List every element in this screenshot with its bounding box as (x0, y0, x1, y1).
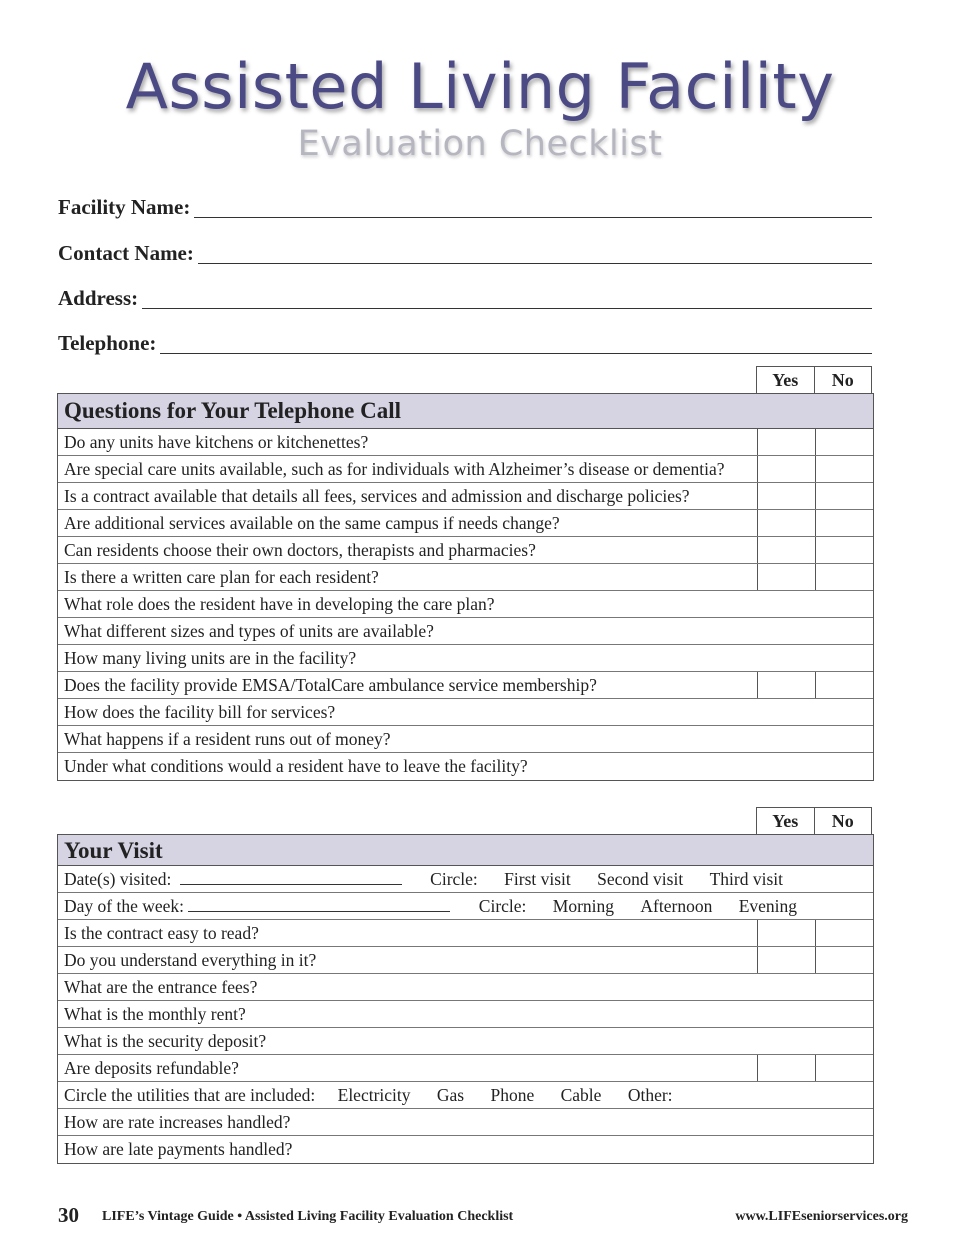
yes-checkbox[interactable] (757, 947, 815, 973)
afternoon-option[interactable]: Afternoon (640, 896, 713, 916)
telephone-blank[interactable] (160, 331, 872, 354)
day-of-week-row (58, 893, 873, 920)
no-checkbox[interactable] (815, 920, 873, 946)
dates-visited-row (58, 866, 873, 893)
page-title: Assisted Living Facility (125, 50, 835, 123)
question-row[interactable] (58, 618, 873, 645)
question-row (58, 483, 873, 510)
question-text: What role does the resident have in developing the care plan? (64, 594, 495, 614)
no-checkbox[interactable] (815, 429, 873, 455)
telephone-questions-section (57, 393, 874, 781)
yes-checkbox[interactable] (757, 429, 815, 455)
no-checkbox[interactable] (815, 564, 873, 590)
question-row[interactable] (58, 699, 873, 726)
question-text: Is a contract available that details all fees, services and admission and discharge policies? (64, 486, 690, 506)
yes-checkbox[interactable] (757, 537, 815, 563)
no-checkbox[interactable] (815, 483, 873, 509)
question-text: Is the contract easy to read? (64, 923, 259, 943)
question-row (58, 429, 873, 456)
question-text: How does the facility bill for services? (64, 702, 336, 722)
no-column-header: No (815, 366, 873, 394)
contact-name-label: Contact Name: (58, 241, 194, 265)
question-row (58, 564, 873, 591)
question-text: What different sizes and types of units are available? (64, 621, 434, 641)
no-checkbox[interactable] (815, 456, 873, 482)
footer-guide-title: LIFE’s Vintage Guide • Assisted Living Facility Evaluation Checklist (102, 1209, 514, 1224)
phone-option[interactable]: Phone (490, 1085, 535, 1105)
utilities-row (58, 1082, 873, 1109)
facility-name-field[interactable] (58, 192, 872, 220)
question-row (58, 537, 873, 564)
question-row[interactable] (58, 1109, 873, 1136)
question-row (58, 456, 873, 483)
question-text: What is the security deposit? (64, 1031, 267, 1051)
yes-checkbox[interactable] (757, 920, 815, 946)
page-subtitle: Evaluation Checklist (297, 124, 663, 164)
no-checkbox[interactable] (815, 1055, 873, 1081)
yes-checkbox[interactable] (757, 456, 815, 482)
telephone-field[interactable] (58, 328, 872, 356)
question-text: Does the facility provide EMSA/TotalCare ambulance service membership? (64, 675, 597, 695)
question-text: How many living units are in the facility? (64, 648, 357, 668)
question-row (58, 1055, 873, 1082)
question-text: Are special care units available, such as for individuals with Alzheimer’s disease or dementia? (64, 459, 725, 479)
question-text: How are late payments handled? (64, 1139, 293, 1159)
question-row[interactable] (58, 974, 873, 1001)
yes-checkbox[interactable] (757, 672, 815, 698)
contact-name-field[interactable] (58, 238, 872, 266)
section-heading: Your Visit (58, 834, 873, 866)
telephone-yes-no-header (756, 366, 872, 394)
question-row[interactable] (58, 1136, 873, 1163)
question-text: Can residents choose their own doctors, therapists and pharmacies? (64, 540, 536, 560)
visit-yes-no-header (756, 807, 872, 835)
question-row[interactable] (58, 1028, 873, 1055)
question-row[interactable] (58, 645, 873, 672)
facility-name-label: Facility Name: (58, 195, 191, 219)
section-heading: Questions for Your Telephone Call (58, 393, 873, 429)
time-circle-label: Circle: (478, 896, 527, 916)
question-text: Under what conditions would a resident have to leave the facility? (64, 756, 528, 776)
question-text: How are rate increases handled? (64, 1112, 291, 1132)
no-column-header: No (815, 807, 873, 835)
question-row[interactable] (58, 753, 873, 780)
morning-option[interactable]: Morning (552, 896, 615, 916)
question-row (58, 510, 873, 537)
question-row (58, 920, 873, 947)
question-row (58, 947, 873, 974)
question-text: Do you understand everything in it? (64, 950, 317, 970)
question-text: What are the entrance fees? (64, 977, 258, 997)
yes-checkbox[interactable] (757, 510, 815, 536)
question-text: Are additional services available on the same campus if needs change? (64, 513, 560, 533)
question-row[interactable] (58, 726, 873, 753)
day-of-week-label: Day of the week: (64, 896, 185, 916)
telephone-label: Telephone: (58, 331, 157, 355)
no-checkbox[interactable] (815, 537, 873, 563)
dates-visited-label: Date(s) visited: (64, 869, 172, 889)
question-text: Are deposits refundable? (64, 1058, 239, 1078)
visit-circle-label: Circle: (430, 869, 478, 889)
page-footer (58, 1203, 908, 1231)
no-checkbox[interactable] (815, 672, 873, 698)
facility-name-blank[interactable] (194, 195, 872, 218)
question-row[interactable] (58, 591, 873, 618)
yes-checkbox[interactable] (757, 1055, 815, 1081)
yes-column-header: Yes (756, 366, 815, 394)
cable-option[interactable]: Cable (560, 1085, 602, 1105)
yes-checkbox[interactable] (757, 564, 815, 590)
dates-visited-blank[interactable] (180, 868, 402, 885)
footer-url-link[interactable]: www.LIFEseniorservices.org (735, 1209, 908, 1224)
page-number: 30 (58, 1203, 79, 1227)
question-row[interactable] (58, 1001, 873, 1028)
no-checkbox[interactable] (815, 947, 873, 973)
question-text: Is there a written care plan for each resident? (64, 567, 379, 587)
yes-checkbox[interactable] (757, 483, 815, 509)
address-blank[interactable] (142, 286, 872, 309)
visit-section (57, 834, 874, 1164)
third-visit-option[interactable]: Third visit (709, 869, 783, 889)
evening-option[interactable]: Evening (738, 896, 798, 916)
second-visit-option[interactable]: Second visit (597, 869, 684, 889)
question-row (58, 672, 873, 699)
other-option[interactable]: Other: (627, 1085, 673, 1105)
question-text: What is the monthly rent? (64, 1004, 246, 1024)
gas-option[interactable]: Gas (436, 1085, 465, 1105)
question-text: Do any units have kitchens or kitchenettes? (64, 432, 369, 452)
no-checkbox[interactable] (815, 510, 873, 536)
first-visit-option[interactable]: First visit (504, 869, 571, 889)
utilities-label: Circle the utilities that are included: (64, 1085, 316, 1105)
yes-column-header: Yes (756, 807, 815, 835)
electricity-option[interactable]: Electricity (337, 1085, 411, 1105)
question-text: What happens if a resident runs out of money? (64, 729, 391, 749)
day-of-week-blank[interactable] (188, 895, 450, 912)
address-field[interactable] (58, 283, 872, 311)
address-label: Address: (58, 286, 139, 310)
contact-name-blank[interactable] (198, 241, 872, 264)
